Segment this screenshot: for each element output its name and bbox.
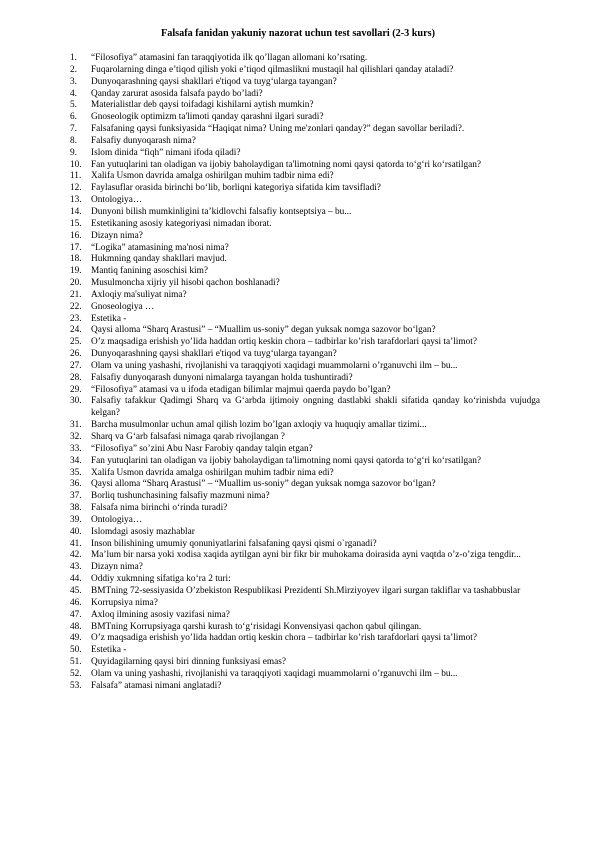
question-item (70, 385, 540, 397)
question-number: 53. (70, 680, 82, 691)
question-number: 41. (70, 538, 82, 549)
question-item (70, 539, 540, 551)
question-item (70, 254, 540, 266)
question-number: 2. (70, 64, 77, 75)
question-number: 45. (70, 585, 82, 596)
question-text: Xalifa Usmon davrida amalga oshirilgan muhim tadbir nima edi? (91, 171, 334, 182)
question-item (70, 231, 540, 243)
question-text: Falsafa nima birinchi o‘rinda turadi? (91, 503, 228, 514)
question-item (70, 65, 540, 77)
question-item (70, 444, 540, 456)
question-number: 3. (70, 76, 77, 87)
question-number: 22. (70, 301, 82, 312)
question-number: 15. (70, 218, 82, 229)
question-item (70, 669, 540, 681)
question-number: 42. (70, 550, 82, 561)
question-text: Estetikaning asosiy kategoriyasi nimadan iborat. (91, 218, 272, 229)
question-number: 20. (70, 278, 82, 289)
question-text: Olam va uning yashashi, rivojlanishi va taraqqiyoti xaqidagi muammolarni o’rganuvchi ilm – bu... (91, 668, 458, 679)
question-item (70, 207, 540, 219)
question-number: 6. (70, 112, 77, 123)
question-number: 26. (70, 349, 82, 360)
question-text: “Logika” atamasining ma'nosi nima? (91, 242, 229, 253)
question-text: Hukmning qanday shakllari mavjud. (91, 254, 227, 265)
question-number: 21. (70, 289, 82, 300)
question-item (70, 302, 540, 314)
question-item (70, 515, 540, 527)
question-text: Dunyoni bilish mumkinligini ta’kidlovchi falsafiy kontseptsiya – bu... (91, 206, 352, 217)
question-text: Axloq ilmining asosiy vazifasi nima? (91, 609, 230, 620)
question-text: Ontologiya… (91, 514, 143, 525)
question-item (70, 622, 540, 634)
question-text: Korrupsiya nima? (91, 597, 158, 608)
question-item (70, 100, 540, 112)
question-text: BMTning Korrupsiyaga qarshi kurash to‘g‘risidagi Konvensiyasi qachon qabul qilingan. (91, 621, 422, 632)
question-item (70, 574, 540, 586)
question-number: 13. (70, 195, 82, 206)
question-number: 52. (70, 668, 82, 679)
question-item (70, 219, 540, 231)
question-item (70, 432, 540, 444)
question-number: 25. (70, 337, 82, 348)
question-number: 33. (70, 443, 82, 454)
question-item (70, 503, 540, 515)
question-number: 30. (70, 396, 82, 407)
question-text: Qaysi alloma “Sharq Arastusi” – “Muallim us-soniy” degan yuksak nomga sazovor bo‘lgan? (91, 479, 436, 490)
question-item (70, 136, 540, 148)
question-text: Inson bilishining umumiy qonuniyatlarini falsafaning qaysi qismi o`rganadi? (91, 538, 377, 549)
question-item (70, 243, 540, 255)
question-text: Materialistlar deb qaysi toifadagi kishilarni aytish mumkin? (91, 100, 314, 111)
question-item (70, 468, 540, 480)
question-item (70, 53, 540, 65)
question-item (70, 160, 540, 172)
question-number: 34. (70, 455, 82, 466)
question-number: 50. (70, 645, 82, 656)
question-text: Quyidagilarning qaysi biri dinning funksiyasi emas? (91, 657, 286, 668)
question-text: Dunyoqarashning qaysi shakllari e'tiqod va tuyg‘ularga tayangan? (91, 76, 337, 87)
question-text: Estetika - (91, 313, 127, 324)
question-item (70, 420, 540, 432)
question-item (70, 337, 540, 349)
question-text: BMTning 72-sessiyasida O’zbekiston Respublikasi Prezidenti Sh.Mirziyoyev ilgari surgan takliflar va tashabbuslar (91, 585, 521, 596)
question-number: 18. (70, 254, 82, 265)
question-text: Dunyoqarashning qaysi shakllari e'tiqod va tuyg‘ularga tayangan? (91, 349, 337, 360)
question-number: 12. (70, 183, 82, 194)
question-item (70, 396, 540, 420)
question-item (70, 633, 540, 645)
question-text: Ma’lum bir narsa yoki xodisa xaqida aytilgan ayni bir fikr bir muhokama doirasida ayni vaqtda o’z-o’ziga tengdir... (91, 550, 521, 561)
question-item (70, 325, 540, 337)
question-number: 39. (70, 514, 82, 525)
question-number: 10. (70, 159, 82, 170)
question-number: 47. (70, 609, 82, 620)
question-text: Qanday zarurat asosida falsafa paydo bo’ladi? (91, 88, 263, 99)
question-text: Borliq tushunchasining falsafiy mazmuni nima? (91, 491, 270, 502)
question-text: Xalifa Usmon davrida amalga oshirilgan muhim tadbir nima edi? (91, 467, 334, 478)
question-item (70, 479, 540, 491)
question-text: Oddiy xukmning sifatiga ko‘ra 2 turi: (91, 574, 231, 585)
question-text: Olam va uning yashashi, rivojlanishi va taraqqiyoti xaqidagi muammolarni o’rganuvchi ilm – bu... (91, 360, 458, 371)
question-item (70, 148, 540, 160)
question-text: O’z maqsadiga erishish yo’lida haddan ortiq keskin chora – tadbirlar ko’rish tarafdorlari qaysi ta’limot? (91, 633, 477, 644)
question-number: 46. (70, 597, 82, 608)
question-list (70, 53, 540, 693)
question-text: Falsafiy dunyoqarash nima? (91, 135, 196, 146)
question-item (70, 361, 540, 373)
question-text: Fan yutuqlarini tan oladigan va ijobiy baholaydigan ta'limotning nomi qaysi qatorda to‘g‘ri ko‘rsatilgan? (91, 455, 481, 466)
question-text: Gnoseologiya … (91, 301, 155, 312)
question-number: 37. (70, 491, 82, 502)
question-item (70, 183, 540, 195)
question-item (70, 681, 540, 693)
question-text: Dizayn nima? (91, 230, 143, 241)
question-number: 7. (70, 124, 77, 135)
question-number: 29. (70, 384, 82, 395)
question-item (70, 266, 540, 278)
question-text: O’z maqsadiga erishish yo’lida haddan ortiq keskin chora – tadbirlar ko’rish tarafdorlari qaysi ta’limot? (91, 337, 477, 348)
question-item (70, 195, 540, 207)
question-text: Falsafiy tafakkur Qadimgi Sharq va G‘arbda ijtimoiy ongning dastlabki shakli sifatida qanday ko‘rinishda vujudga kelgan? (91, 396, 540, 419)
question-number: 49. (70, 633, 82, 644)
question-item (70, 598, 540, 610)
question-item (70, 89, 540, 101)
question-item (70, 550, 540, 562)
question-item (70, 349, 540, 361)
question-item (70, 124, 540, 136)
question-text: Falsafa” atamasi nimani anglatadi? (91, 680, 222, 691)
question-number: 31. (70, 420, 82, 431)
document-title: Falsafa fanidan yakuniy nazorat uchun test savollari (2-3 kurs) (161, 28, 435, 39)
question-number: 51. (70, 657, 82, 668)
question-number: 19. (70, 266, 82, 277)
question-item (70, 562, 540, 574)
question-number: 35. (70, 467, 82, 478)
question-item (70, 527, 540, 539)
question-text: Mantiq fanining asoschisi kim? (91, 266, 208, 277)
question-number: 44. (70, 574, 82, 585)
question-text: Axloqiy ma'suliyat nima? (91, 289, 187, 300)
question-text: Gnoseologik optimizm ta'limoti qanday qarashni ilgari suradi? (91, 112, 324, 123)
question-text: Ontologiya… (91, 195, 143, 206)
question-text: “Filosofiya” atamasini fan taraqqiyotida ilk qo’llagan allomani ko’rsating. (91, 53, 368, 63)
question-number: 32. (70, 432, 82, 442)
question-number: 14. (70, 206, 82, 217)
question-number: 11. (70, 171, 82, 182)
question-item (70, 171, 540, 183)
question-item (70, 77, 540, 89)
question-item (70, 278, 540, 290)
question-number: 1. (70, 53, 77, 63)
question-text: Sharq va G‘arb falsafasi nimaga qarab rivojlangan ? (91, 432, 285, 442)
question-item (70, 314, 540, 326)
question-number: 9. (70, 147, 77, 158)
question-number: 16. (70, 230, 82, 241)
question-text: Estetika - (91, 645, 127, 656)
question-number: 4. (70, 88, 77, 99)
question-number: 38. (70, 503, 82, 514)
question-number: 23. (70, 313, 82, 324)
question-item (70, 456, 540, 468)
question-number: 28. (70, 372, 82, 383)
question-text: Islomdagi asosiy mazhablar (91, 526, 195, 537)
question-number: 5. (70, 100, 77, 111)
question-text: Fuqarolarning dinga e’tiqod qilish yoki e’tiqod qilmaslikni mustaqil hal qilishlari qanday ataladi? (91, 64, 454, 75)
question-number: 48. (70, 621, 82, 632)
question-text: “Filosofiya” atamasi va u ifoda etadigan bilimlar majmui qaerda paydo bo’lgan? (91, 384, 391, 395)
question-number: 40. (70, 526, 82, 537)
question-number: 36. (70, 479, 82, 490)
question-text: Falsafiy dunyoqarash dunyoni nimalarga tayangan holda tushuntiradi? (91, 372, 353, 383)
question-item (70, 586, 540, 598)
question-item (70, 645, 540, 657)
question-number: 43. (70, 562, 82, 573)
question-number: 8. (70, 135, 77, 146)
question-number: 24. (70, 325, 82, 336)
question-text: Barcha musulmonlar uchun amal qilish lozim bo’lgan axloqiy va huquqiy amallar tizimi... (91, 420, 427, 431)
question-text: Faylasuflar orasida birinchi bo‘lib, borliqni kategoriya sifatida kim tavsifladi? (91, 183, 381, 194)
question-item (70, 290, 540, 302)
question-number: 17. (70, 242, 82, 253)
question-text: Falsafaning qaysi funksiyasida “Haqiqat nima? Uning me'zonlari qanday?” degan savollar beriladi?. (91, 124, 465, 135)
question-item (70, 373, 540, 385)
question-number: 27. (70, 360, 82, 371)
question-item (70, 610, 540, 622)
question-text: Islom dinida “fiqh” nimani ifoda qiladi? (91, 147, 241, 158)
question-text: “Filosofiya” so’zini Abu Nasr Farobiy qanday talqin etgan? (91, 443, 313, 454)
question-text: Dizayn nima? (91, 562, 143, 573)
question-text: Musulmoncha xijriy yil hisobi qachon boshlanadi? (91, 278, 280, 289)
question-text: Qaysi alloma “Sharq Arastusi” – “Muallim us-soniy” degan yuksak nomga sazovor bo‘lgan? (91, 325, 436, 336)
question-item (70, 491, 540, 503)
question-item (70, 657, 540, 669)
question-item (70, 112, 540, 124)
question-text: Fan yutuqlarini tan oladigan va ijobiy baholaydigan ta'limotning nomi qaysi qatorda to‘g‘ri ko‘rsatilgan? (91, 159, 481, 170)
